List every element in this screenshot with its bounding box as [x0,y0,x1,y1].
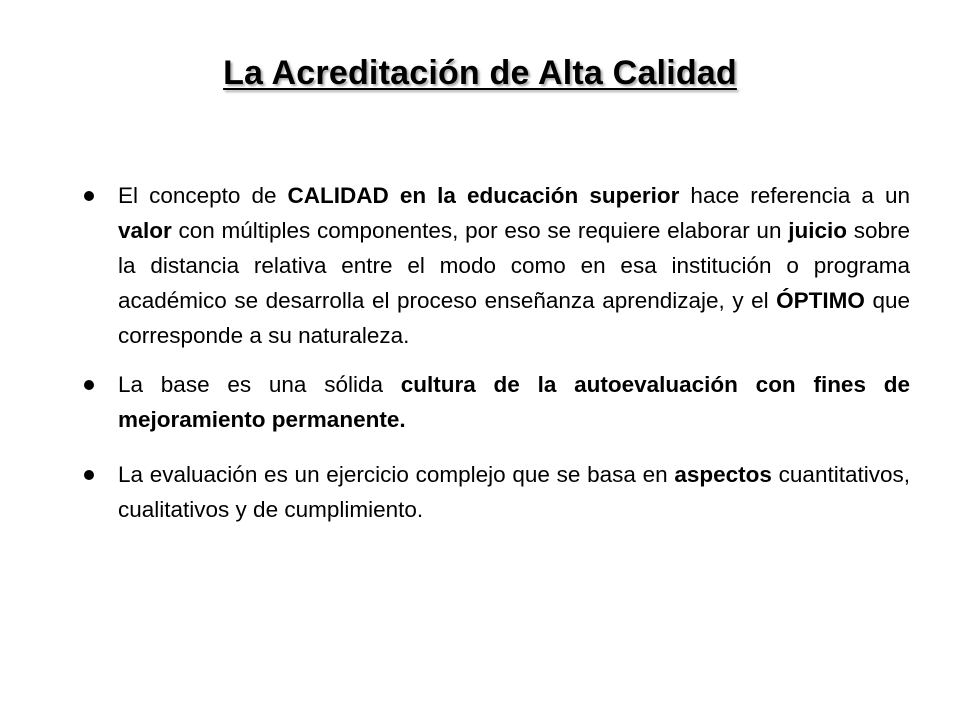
bullet-text-segment: con múltiples componentes, por eso se requiere elaborar un [171,218,789,243]
bullet-text-segment: sobre la distancia relativa entre el modo como en esa institución o programa académico se desarrolla el proceso enseñanza aprendizaje, y el [118,218,910,313]
bullet-list [82,178,910,527]
bullet-bold-segment: ÓPTIMO [776,288,865,313]
bullet-bold-segment: CALIDAD en la educación superior [287,183,680,208]
bullet-bold-segment: valor [118,218,172,243]
slide-title: La Acreditación de Alta Calidad [223,54,737,92]
bullet-bold-segment: cultura de la autoevaluación con fines de mejoramiento permanente. [118,372,910,432]
bullet-text-segment: La base es una sólida [118,372,401,397]
bullet-text-segment: hace referencia a un [679,183,911,208]
bullet-item [82,178,910,353]
bullet-item [82,367,910,437]
bullet-dot-icon [84,380,94,390]
bullet-item [82,457,910,527]
bullet-dot-icon [84,191,94,201]
bullet-dot-icon [84,470,94,480]
bullet-text-segment: que corresponde a su naturaleza. [118,288,910,348]
bullet-bold-segment: aspectos [674,462,772,487]
bullet-text-segment: cuantitativos, cualitativos y de cumplimiento. [118,462,910,522]
bullet-text-segment: El concepto de [118,183,288,208]
bullet-bold-segment: juicio [788,218,847,243]
bullet-text-segment: La evaluación es un ejercicio complejo que se basa en [118,462,675,487]
